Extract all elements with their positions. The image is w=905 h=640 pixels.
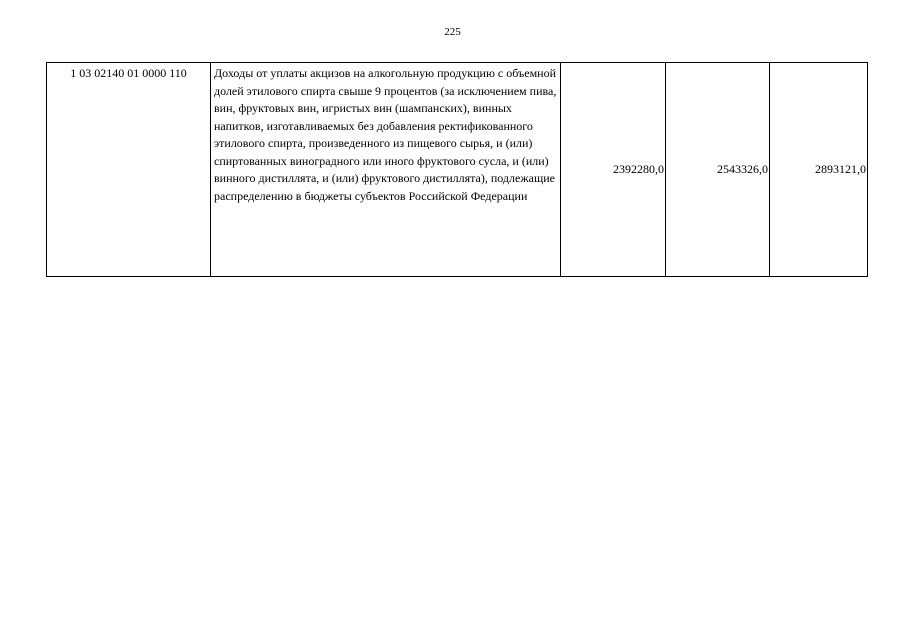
amount-cell-3: 2893121,0: [770, 63, 868, 277]
amount-cell-1: 2392280,0: [561, 63, 666, 277]
income-description-cell: Доходы от уплаты акцизов на алкогольную продукцию с объемной долей этилового спирта свыше 9 процентов (за исключением пива, вин, фруктовых вин, игристых вин (шампанских), винных напитков, изготавливаемых без добавления ректификованного этилового спирта, произведенного из пищевого сырья, и (или) спиртованных виноградного или иного фруктового сусла, и (или) винного дистиллята, и (или) фруктового дистиллята), подлежащие распределению в бюджеты субъектов Российской Федерации: [211, 63, 561, 277]
page-number: 225: [444, 26, 461, 38]
table-row: [47, 63, 868, 277]
amount-cell-2: 2543326,0: [666, 63, 770, 277]
budget-code-cell: 1 03 02140 01 0000 110: [47, 63, 211, 277]
budget-table: [46, 62, 868, 277]
